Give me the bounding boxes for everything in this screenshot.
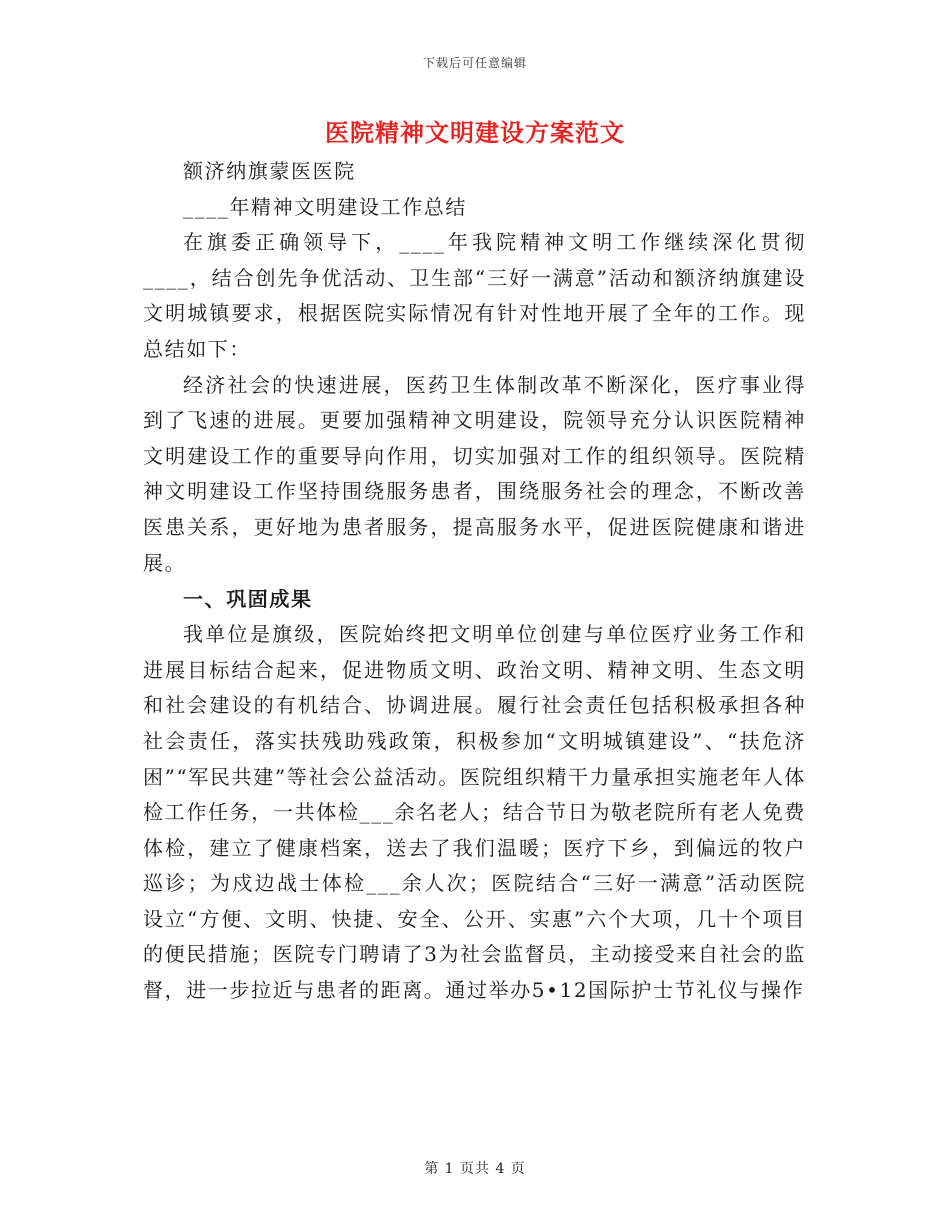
document-body <box>143 154 806 1009</box>
body-paragraph: 在旗委正确领导下，____年我院精神文明工作继续深化贯彻____，结合创先争优活动、卫生部“三好一满意”活动和额济纳旗建设文明城镇要求，根据医院实际情况有针对性地开展了全年的工作。现总结如下： <box>143 230 806 361</box>
document-title: 医院精神文明建设方案范文 <box>325 118 625 147</box>
document-subtitle: ____年精神文明建设工作总结 <box>183 194 467 219</box>
section-heading: 一、巩固成果 <box>183 587 313 612</box>
header-note: 下载后可任意编辑 <box>422 56 527 70</box>
page-footer: 第 1 页共 4 页 <box>424 1161 526 1177</box>
body-paragraph: 经济社会的快速进展，医药卫生体制改革不断深化，医疗事业得到了飞速的进展。更要加强精神文明建设，院领导充分认识医院精神文明建设工作的重要导向作用，切实加强对工作的组织领导。医院精神文明建设工作坚持围绕服务患者，围绕服务社会的理念，不断改善医患关系，更好地为患者服务，提高服务水平，促进医院健康和谐进展。 <box>143 372 806 575</box>
hospital-name: 额济纳旗蒙医医院 <box>183 159 356 183</box>
section-paragraph: 我单位是旗级，医院始终把文明单位创建与单位医疗业务工作和进展目标结合起来，促进物质文明、政治文明、精神文明、生态文明和社会建设的有机结合、协调进展。履行社会责任包括积极承担各种社会责任，落实扶残助残政策，积极参加“文明城镇建设”、“扶危济困”“军民共建”等社会公益活动。医院组织精干力量承担实施老年人体检工作任务，一共体检___余名老人；结合节日为敬老院所有老人免费体检，建立了健康档案，送去了我们温暖；医疗下乡，到偏远的牧户巡诊；为戍边战士体检___余人次；医院结合“三好一满意”活动医院设立“方便、文明、快捷、安全、公开、实惠”六个大项，几十个项目的便民措施；医院专门聘请了3为社会监督员，主动接受来自社会的监督，进一步拉近与患者的距离。通过举办5•12国际护士节礼仪与操作 <box>143 622 806 1003</box>
